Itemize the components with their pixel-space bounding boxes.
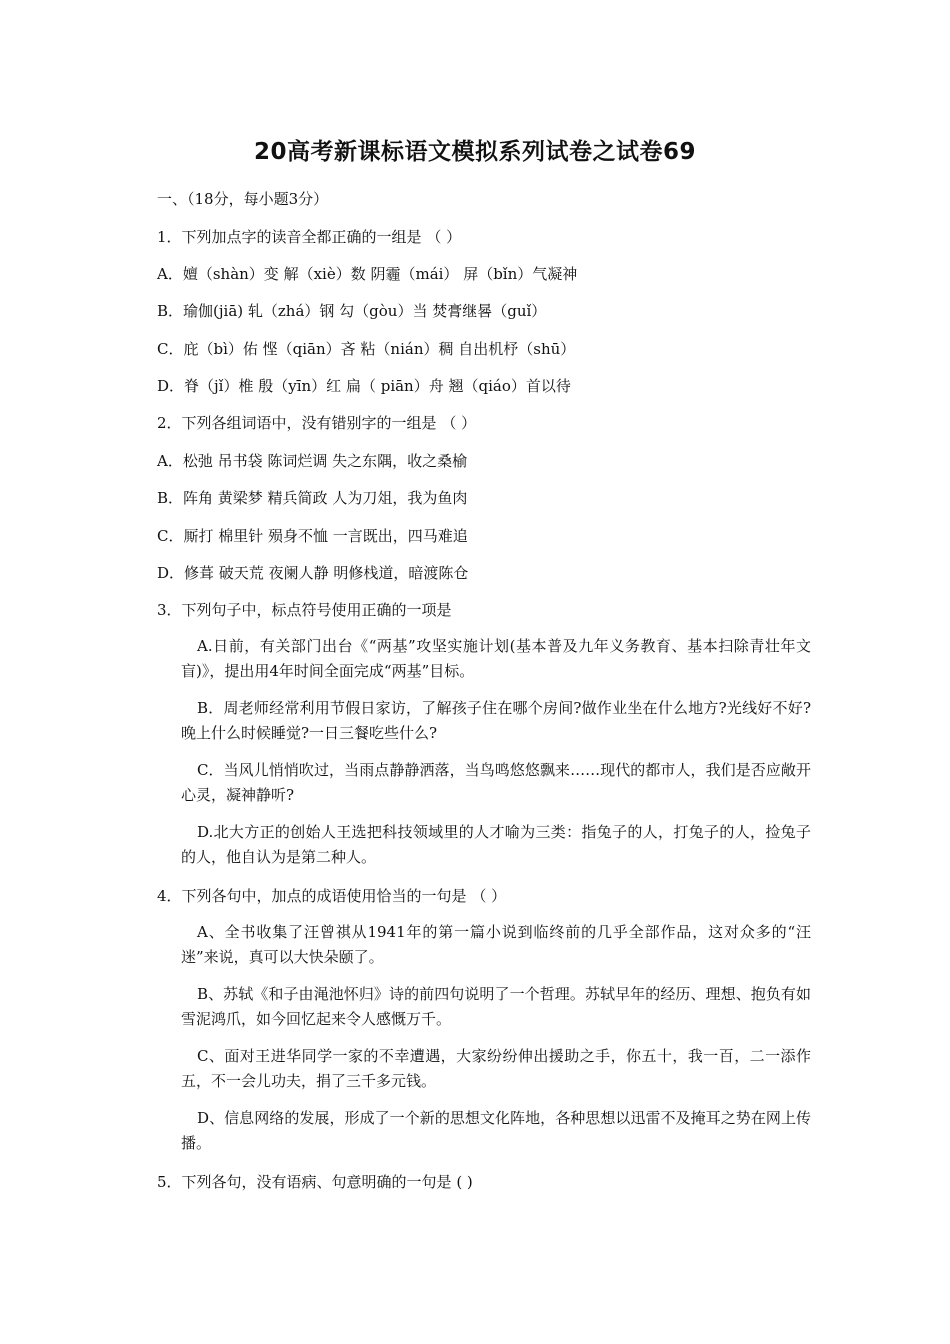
question-3-option-c: C．当风儿悄悄吹过，当雨点静静洒落，当鸟鸣悠悠飘来……现代的都市人，我们是否应敞开心灵，凝神静听? xyxy=(181,761,811,804)
question-3-option-a: A.日前，有关部门出台《“两基”攻坚实施计划(基本普及九年义务教育、基本扫除青壮年文盲)》，提出用4年时间全面完成“两基”目标。 xyxy=(181,637,811,680)
question-2-option-c: C．厮打 棉里针 殒身不恤 一言既出，四马难追 xyxy=(157,527,468,545)
section-header: 一、（18分，每小题3分） xyxy=(157,190,329,208)
question-1-option-c: C．庇（bì）佑 悭（qiān）吝 粘（nián）稠 自出机杼（shū） xyxy=(157,340,576,358)
page-title: 20高考新课标语文模拟系列试卷之试卷69 xyxy=(253,139,696,165)
question-3-option-b: B．周老师经常利用节假日家访，了解孩子住在哪个房间?做作业坐在什么地方?光线好不好?晚上什么时候睡觉?一日三餐吃些什么? xyxy=(181,699,811,742)
question-4-option-d: D、信息网络的发展，形成了一个新的思想文化阵地，各种思想以迅雷不及掩耳之势在网上传播。 xyxy=(181,1109,811,1152)
question-2-option-a: A．松弛 吊书袋 陈词烂调 失之东隅，收之桑榆 xyxy=(157,452,468,470)
question-5-stem: 5．下列各句，没有语病、句意明确的一句是 ( ) xyxy=(157,1173,473,1191)
question-4-stem: 4．下列各句中，加点的成语使用恰当的一句是 （ ） xyxy=(157,887,507,905)
question-4-option-a: A、全书收集了汪曾祺从1941年的第一篇小说到临终前的几乎全部作品，这对众多的“汪迷”来说，真可以大快朵颐了。 xyxy=(181,923,811,966)
question-1-option-a: A．嬗（shàn）变 解（xiè）数 阴霾（mái） 屏（bǐn）气凝神 xyxy=(157,265,578,283)
question-2-stem: 2．下列各组词语中，没有错别字的一组是 （ ） xyxy=(157,414,477,432)
question-2-option-d: D．修葺 破天荒 夜阑人静 明修栈道，暗渡陈仓 xyxy=(157,564,469,582)
question-1-option-b: B．瑜伽(jiā) 轧（zhá）钢 勾（gòu）当 焚膏继晷（guǐ） xyxy=(157,302,547,320)
question-4-option-b: B、苏轼《和子由渑池怀归》诗的前四句说明了一个哲理。苏轼早年的经历、理想、抱负有如雪泥鸿爪，如今回忆起来令人感慨万千。 xyxy=(181,985,811,1028)
question-3-option-d: D.北大方正的创始人王选把科技领域里的人才喻为三类：指兔子的人，打兔子的人，捡兔子的人，他自认为是第二种人。 xyxy=(181,823,811,866)
question-3-stem: 3．下列句子中，标点符号使用正确的一项是 xyxy=(157,601,452,619)
question-1-option-d: D．脊（jǐ）椎 殷（yīn）红 扁（ piān）舟 翘（qiáo）首以待 xyxy=(157,377,571,395)
question-2-option-b: B．阵角 黄梁梦 精兵简政 人为刀俎，我为鱼肉 xyxy=(157,489,468,507)
question-4-option-c: C、面对王进华同学一家的不幸遭遇，大家纷纷伸出援助之手，你五十，我一百，二一添作五，不一会儿功夫，捐了三千多元钱。 xyxy=(181,1047,811,1090)
question-1-stem: 1．下列加点字的读音全都正确的一组是 （ ） xyxy=(157,228,462,246)
